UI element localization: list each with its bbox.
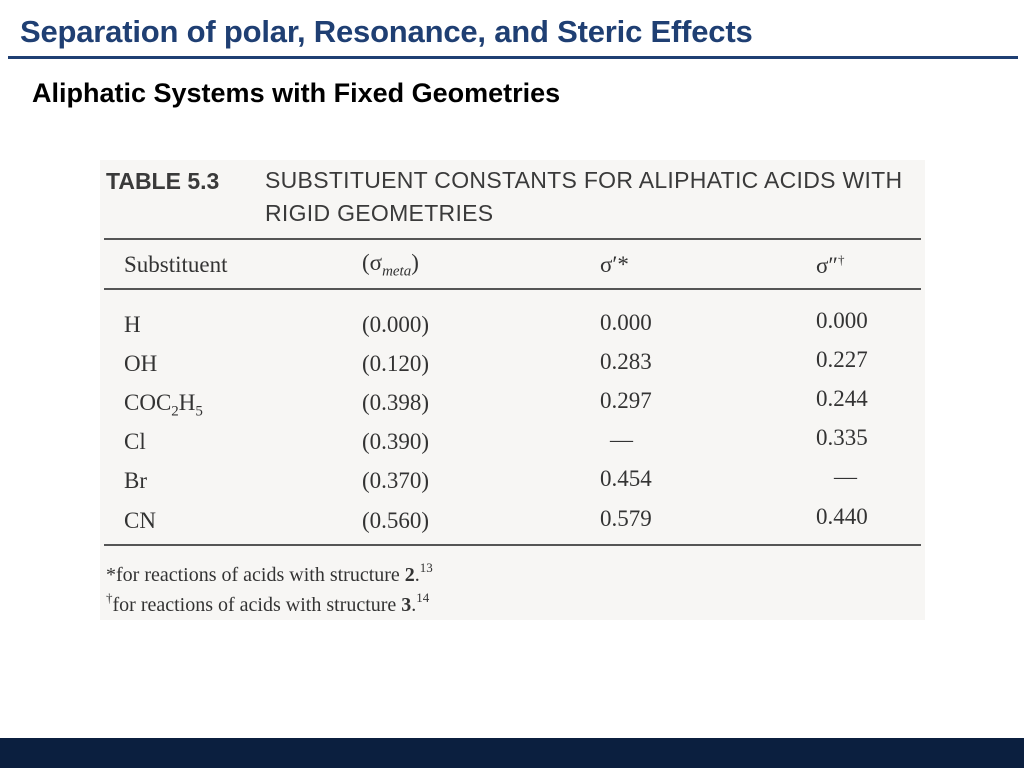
slide-subtitle: Aliphatic Systems with Fixed Geometries: [32, 78, 561, 108]
cell-sigma-meta: (0.390): [362, 429, 430, 454]
cell-sigma-double-prime: 0.000: [816, 308, 868, 333]
footnote-mark: †: [106, 590, 113, 605]
substituent-part: COC: [124, 390, 172, 415]
footnote-end: .: [414, 564, 420, 586]
table-header-rule: [104, 288, 921, 290]
header-sigma-meta-subscript: meta: [382, 263, 412, 280]
slide-title: Separation of polar, Resonance, and Steric Effects: [20, 14, 753, 49]
substituent-subscript: 5: [195, 403, 203, 420]
table-top-rule: [104, 238, 921, 240]
header-substituent: Substituent: [124, 252, 228, 277]
footnote-end: .: [411, 594, 417, 616]
substituent-subscript: 2: [171, 403, 179, 420]
header-sigma-prime: σ′*: [600, 252, 629, 277]
cell-sigma-double-prime: 0.335: [816, 425, 868, 450]
cell-sigma-meta: (0.560): [362, 508, 430, 533]
footnote-text: *for reactions of acids with structure: [106, 564, 405, 586]
header-dagger-mark: †: [837, 252, 845, 267]
cell-sigma-double-prime: 0.440: [816, 504, 868, 529]
table-bottom-rule: [104, 544, 921, 546]
cell-substituent: Br: [124, 468, 147, 493]
cell-sigma-prime: 0.283: [600, 349, 652, 374]
footnote-ref: 14: [416, 590, 430, 605]
cell-sigma-meta: (0.120): [362, 351, 430, 376]
header-sigma-meta-open: (σ: [362, 250, 383, 275]
table-5-3: [100, 160, 925, 620]
cell-sigma-double-prime: 0.227: [816, 347, 868, 372]
footnote-ref: 13: [419, 560, 433, 575]
cell-sigma-prime: 0.454: [600, 466, 652, 491]
cell-sigma-meta: (0.370): [362, 468, 430, 493]
cell-sigma-double-prime: —: [834, 464, 857, 489]
footnote-1: [106, 560, 433, 587]
cell-substituent: [124, 390, 203, 421]
title-underline: [8, 56, 1018, 59]
header-sigma-double-prime: [816, 252, 844, 279]
cell-substituent: OH: [124, 351, 158, 376]
cell-sigma-prime: —: [610, 427, 633, 452]
cell-sigma-meta: (0.000): [362, 312, 430, 337]
header-sigma-double-prime-symbol: σ″: [816, 253, 838, 278]
footnote-structure: 2: [404, 564, 415, 586]
cell-sigma-prime: 0.000: [600, 310, 652, 335]
cell-sigma-prime: 0.579: [600, 506, 652, 531]
cell-sigma-prime: 0.297: [600, 388, 652, 413]
header-sigma-meta-close: ): [411, 250, 419, 275]
footer-bar: [0, 738, 1024, 768]
cell-sigma-double-prime: 0.244: [816, 386, 868, 411]
table-label: TABLE 5.3: [106, 168, 220, 194]
footnote-structure: 3: [401, 594, 412, 616]
cell-substituent: H: [124, 312, 141, 337]
header-sigma-meta: [362, 250, 419, 281]
cell-substituent: Cl: [124, 429, 146, 454]
footnote-text: for reactions of acids with structure: [112, 594, 402, 616]
substituent-part: H: [178, 390, 196, 415]
table-caption: SUBSTITUENT CONSTANTS FOR ALIPHATIC ACIDS WITH RIGID GEOMETRIES: [265, 167, 903, 226]
footnote-2: [106, 590, 429, 617]
cell-substituent: CN: [124, 508, 156, 533]
cell-sigma-meta: (0.398): [362, 390, 430, 415]
